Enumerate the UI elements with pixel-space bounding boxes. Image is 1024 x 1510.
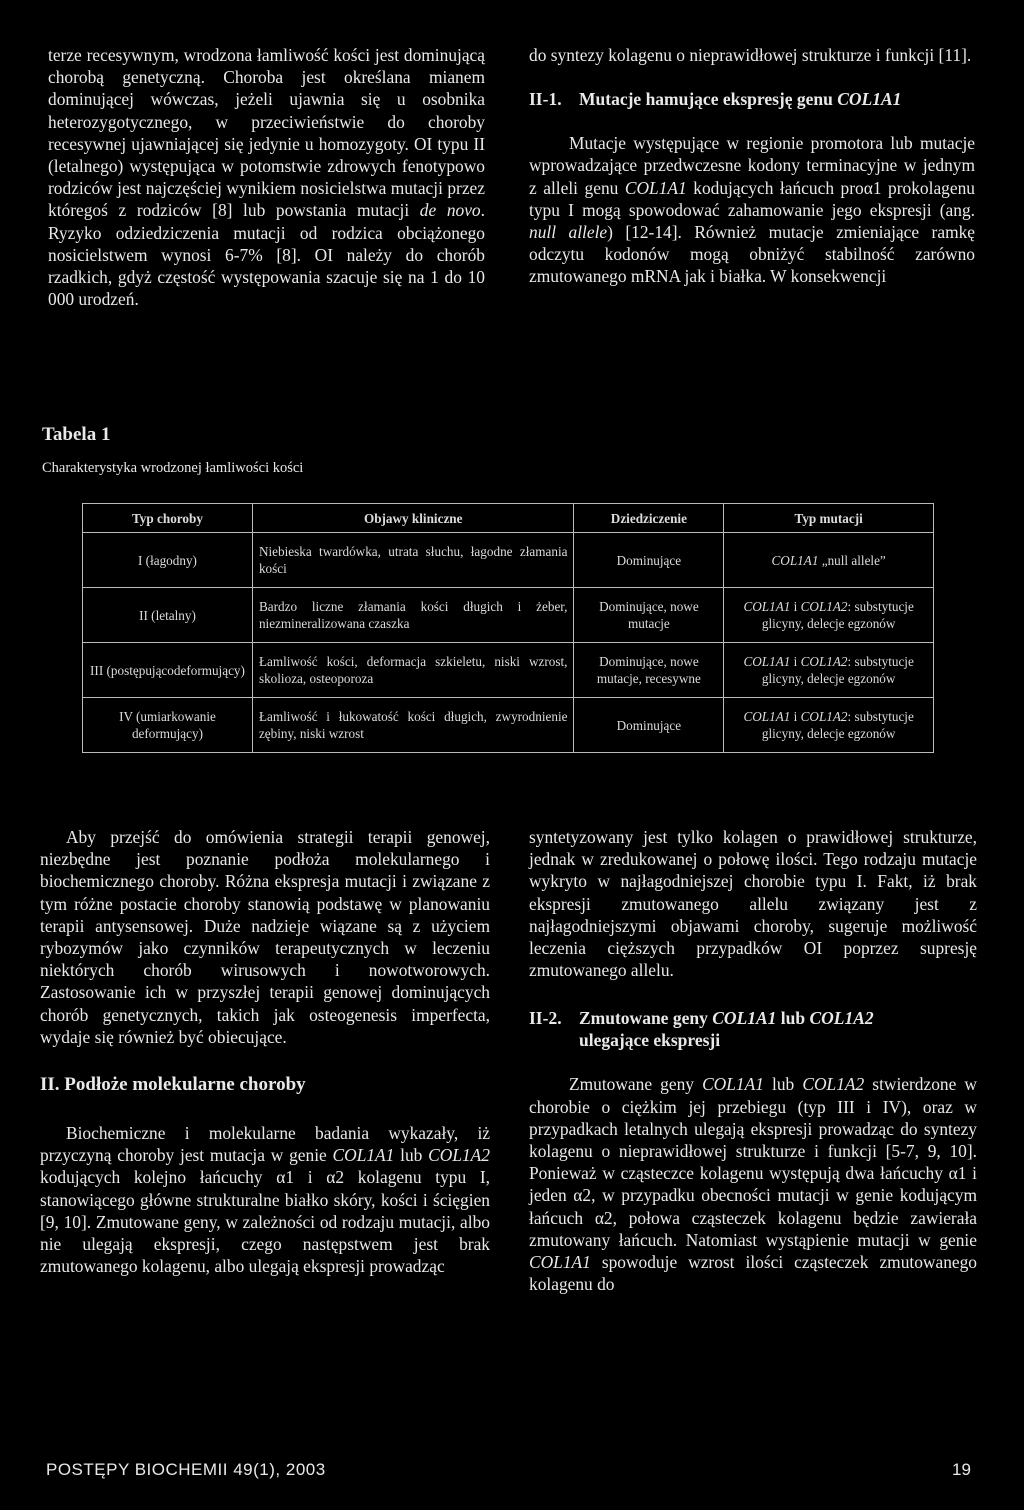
cell-symptoms: Łamliwość kości, deformacja szkieletu, niski wzrost, skolioza, osteoporoza: [252, 643, 574, 698]
paragraph-inheritance: terze recesywnym, wrodzona łamliwość kości jest dominującą chorobą genetyczną. Choroba jest określana mianem dominującej wówczas, jeżeli ujawnia się u osobnika heterozygotycznego, w przeciwieństwie do choroby recesywnej ujawniającej się jedynie u homozygoty. OI typu II (letalnego) występująca w potomstwie zdrowych fenotypowo rodziców jest najczęściej wynikiem nosicielstwa mutacji przez któregoś z rodziców [8] lub powstania mutacji de novo. Ryzyko odziedziczenia mutacji od rodzica obciążonego nosicielstwem wynosi 6-7% [8]. OI należy do chorób rzadkich, gdyż częstość występowania szacuje się na 1 do 10 000 urodzeń.: [48, 45, 485, 310]
cell-type: II (letalny): [83, 588, 253, 643]
cell-symptoms: Niebieska twardówka, utrata słuchu, łagodne złamania kości: [252, 533, 574, 588]
table-header-row: [83, 504, 934, 533]
section-heading-ii-2: II-2. Zmutowane geny COL1A1 lub COL1A2 ulegające ekspresji: [529, 1008, 874, 1051]
cell-symptoms: Łamliwość i łukowatość kości długich, zwyrodnienie zębiny, niski wzrost: [252, 698, 574, 753]
section-heading-ii: II. Podłoże molekularne choroby: [40, 1074, 306, 1096]
journal-footer: POSTĘPY BIOCHEMII 49(1), 2003: [46, 1460, 326, 1479]
table-title: Tabela 1: [42, 424, 111, 445]
cell-inheritance: Dominujące, nowe mutacje: [574, 588, 724, 643]
cell-type: IV (umiarkowanie deformujący): [83, 698, 253, 753]
page-number: 19: [952, 1460, 971, 1479]
header-mutation-type: Typ mutacji: [724, 504, 934, 533]
column-2-top: [529, 44, 975, 288]
cell-mutation: COL1A1 i COL1A2: substytucje glicyny, delecje egzonów: [724, 698, 934, 753]
column-2-bottom: [529, 826, 977, 1295]
header-inheritance: Dziedziczenie: [574, 504, 724, 533]
column-1-top: [48, 44, 485, 310]
paragraph-molecular-basis: Biochemiczne i molekularne badania wykazały, iż przyczyną choroby jest mutacja w genie COL1A1 lub COL1A2 kodujących kolejno łańcuchy α1 i α2 kolagenu typu I, stanowiącego główne strukturalne białko skóry, kości i ścięgien [9, 10]. Zmutowane geny, w zależności od rodzaju mutacji, albo nie ulegają ekspresji, czego następstwem jest brak zmutowanego kolagenu, albo ulegają ekspresji prowadząc: [40, 1123, 490, 1277]
table-caption: Charakterystyka wrodzonej łamliwości kości: [42, 460, 304, 476]
table-row: [83, 698, 934, 753]
cell-type: III (postępującodeformujący): [83, 643, 253, 698]
cell-inheritance: Dominujące, nowe mutacje, recesywne: [574, 643, 724, 698]
paragraph-continuation: do syntezy kolagenu o nieprawidłowej strukturze i funkcji [11].: [529, 45, 972, 65]
cell-mutation: COL1A1 „null allele”: [724, 533, 934, 588]
oi-characteristics-table: [82, 503, 934, 753]
paragraph-promoter-mutations: Mutacje występujące w regionie promotora lub mutacje wprowadzające przedwczesne kodony terminacyjne w jednym z alleli genu COL1A1 kodujących łańcuch proα1 prokolagenu typu I mogą spowodować zahamowanie jego ekspresji (ang. null allele) [12-14]. Również mutacje zmieniające ramkę odczytu kodonów mogą obniżyć stabilność zarówno zmutowanego mRNA jak i białka. W konsekwencji: [529, 133, 976, 287]
section-heading-ii-1: II-1. Mutacje hamujące ekspresję genu COL1A1: [529, 89, 902, 110]
table-row: [83, 643, 934, 698]
paragraph-mild-type: syntetyzowany jest tylko kolagen o prawidłowej strukturze, jednak w zredukowanej o połowę ilości. Tego rodzaju mutacje wykryto w najłagodniejszej chorobie typu I. Fakt, iż brak ekspresji zmutowanego allelu związany jest z najłagodniejszymi objawami choroby, sugeruje możliwość leczenia cięższych przypadków OI poprzez supresję zmutowanego allelu.: [529, 827, 977, 981]
table-row: [83, 533, 934, 588]
cell-symptoms: Bardzo liczne złamania kości długich i żeber, niezmineralizowana czaszka: [252, 588, 574, 643]
header-symptoms: Objawy kliniczne: [252, 504, 574, 533]
cell-inheritance: Dominujące: [574, 698, 724, 753]
paragraph-expressed-genes: Zmutowane geny COL1A1 lub COL1A2 stwierdzone w chorobie o ciężkim jej przebiegu (typ III i IV), oraz w przypadkach letalnych ulegają ekspresji prowadząc do syntezy kolagenu o nieprawidłowej strukturze i funkcji [5-7, 9, 10]. Ponieważ w cząsteczce kolagenu występują dwa łańcuchy α1 i jeden α2, w przypadku obecności mutacji w genie kodującym łańcuch α2, połowa cząsteczek kolagenu będzie zawierała zmutowany łańcuch. Natomiast wystąpienie mutacji w genie COL1A1 spowoduje wzrost ilości cząsteczek zmutowanego kolagenu do: [529, 1074, 977, 1295]
table-row: [83, 588, 934, 643]
cell-mutation: COL1A1 i COL1A2: substytucje glicyny, delecje egzonów: [724, 643, 934, 698]
cell-inheritance: Dominujące: [574, 533, 724, 588]
column-1-bottom: [40, 826, 490, 1277]
header-disease-type: Typ choroby: [83, 504, 253, 533]
paragraph-strategy: Aby przejść do omówienia strategii terapii genowej, niezbędne jest poznanie podłoża molekularnego i biochemicznego choroby. Różna ekspresja mutacji i związane z tym różne postacie choroby stanowią podstawę w planowaniu terapii antysensowej. Duże nadzieje wiązane są z użyciem rybozymów jako czynników terapeutycznych w leczeniu niektórych chorób wirusowych i nowotworowych. Zastosowanie ich w przyszłej terapii genowej dominujących chorób genetycznych, takich jak osteogenesis imperfecta, wydaje się również być obiecujące.: [40, 827, 490, 1047]
cell-mutation: COL1A1 i COL1A2: substytucje glicyny, delecje egzonów: [724, 588, 934, 643]
cell-type: I (łagodny): [83, 533, 253, 588]
